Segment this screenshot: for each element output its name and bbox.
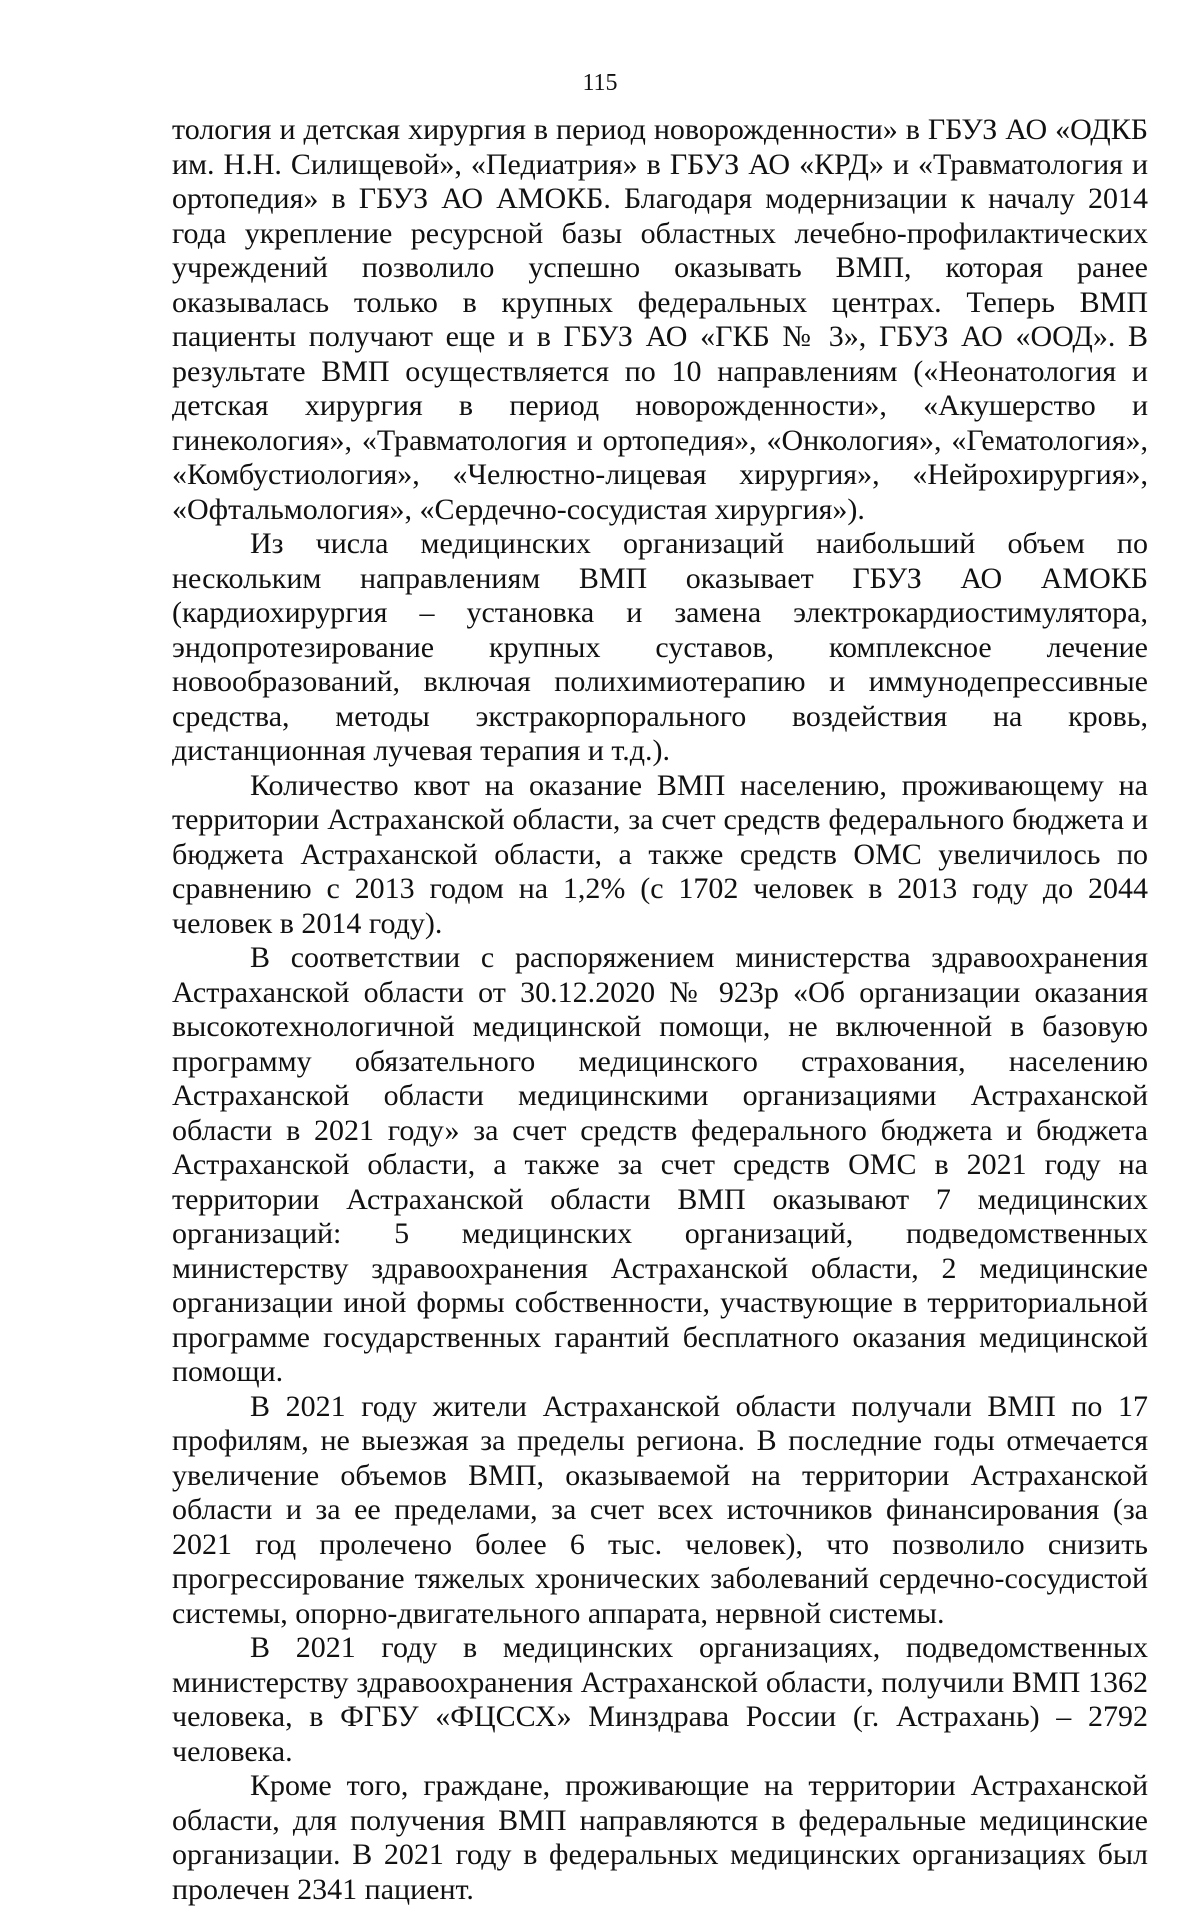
paragraph-ministry-order: В соответствии с распоряжением министерства здравоохранения Астраханской области от 30.12.2020 № 923р «Об организации оказания высокотехнологичной медицинской помощи, не включенной в базовую программу обязательного медицинского страхования, населению Астраханской области медицинскими организациями Астраханской области в 2021 году» за счет средств федерального бюджета и бюджета Астраханской области, а также за счет средств ОМС в 2021 году на территории Астраханской области ВМП оказывают 7 медицинских организаций: 5 медицинских организаций, подведомственных министерству здравоохранения Астраханской области, 2 медицинские организации иной формы собственности, участвующие в территориальной программе государственных гарантий бесплатного оказания медицинской помощи. (172, 941, 1148, 1388)
paragraph-2021-profiles: В 2021 году жители Астраханской области получали ВМП по 17 профилям, не выезжая за пределы региона. В последние годы отмечается увеличение объемов ВМП, оказываемой на территории Астраханской области и за ее пределами, за счет всех источников финансирования (за 2021 год пролечено более 6 тыс. человек), что позволило снизить прогрессирование тяжелых хронических заболеваний сердечно-сосудистой системы, опорно-двигательного аппарата, нервной системы. (172, 1389, 1148, 1630)
page-number: 115 (582, 70, 618, 96)
paragraph-federal-organizations: Кроме того, граждане, проживающие на территории Астраханской области, для получения ВМП направляются в федеральные медицинские организации. В 2021 году в федеральных медицинских организациях был пролечен 2341 пациент. (172, 1769, 1148, 1906)
paragraph-2021-patients: В 2021 году в медицинских организациях, подведомственных министерству здравоохранения Астраханской области, получили ВМП 1362 человека, в ФГБУ «ФЦССХ» Минздрава России (г. Астрахань) – 2792 человека. (172, 1631, 1148, 1768)
body-text (172, 113, 1148, 1907)
paragraph-amokb-volume: Из числа медицинских организаций наибольший объем по нескольким направлениям ВМП оказывает ГБУЗ АО АМОКБ (кардиохирургия – установка и замена электрокардиостимулятора, эндопротезирование крупных суставов, комплексное лечение новообразований, включая полихимиотерапию и иммунодепрессивные средства, методы экстракорпорального воздействия на кровь, дистанционная лучевая терапия и т.д.). (172, 527, 1148, 767)
paragraph-quota-count: Количество квот на оказание ВМП населению, проживающему на территории Астраханской области, за счет средств федерального бюджета и бюджета Астраханской области, а также средств ОМС увеличилось по сравнению с 2013 годом на 1,2% (с 1702 человек в 2013 году до 2044 человек в 2014 году). (172, 768, 1148, 940)
paragraph-continuation: тология и детская хирургия в период новорожденности» в ГБУЗ АО «ОДКБ им. Н.Н. Силищевой», «Педиатрия» в ГБУЗ АО «КРД» и «Травматология и ортопедия» в ГБУЗ АО АМОКБ. Благодаря модернизации к началу 2014 года укрепление ресурсной базы областных лечебно-профилактических учреждений позволило успешно оказывать ВМП, которая ранее оказывалась только в крупных федеральных центрах. Теперь ВМП пациенты получают еще и в ГБУЗ АО «ГКБ № 3», ГБУЗ АО «ООД». В результате ВМП осуществляется по 10 направлениям («Неонатология и детская хирургия в период новорожденности», «Акушерство и гинекология», «Травматология и ортопедия», «Онкология», «Гематология», «Комбустиология», «Челюстно-лицевая хирургия», «Нейрохирургия», «Офтальмология», «Сердечно-сосудистая хирургия»). (172, 113, 1148, 526)
